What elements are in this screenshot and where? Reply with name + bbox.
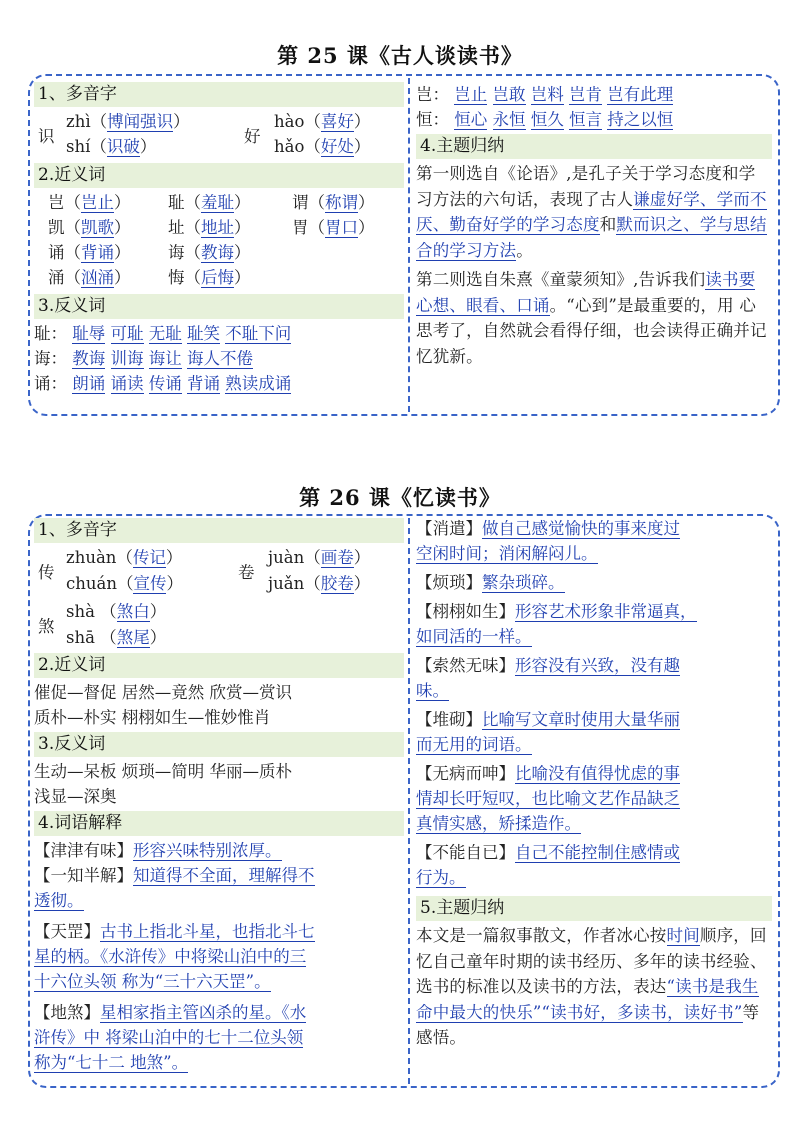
poly-char-hao: 好 [244,127,261,146]
paren: ） [139,137,157,156]
term: 【天罡】 [34,922,100,941]
label: 诲： [34,349,67,368]
answer: 胶卷 [320,574,354,593]
definition: 形容没有兴致，没有趣 [515,656,680,675]
heng-row [416,107,772,132]
term-jinjin [34,838,404,863]
label: 恒： [416,110,449,129]
highlight: 时间 [666,926,700,945]
poly-shi-line2 [66,134,156,159]
highlight: 默而识之、学与思结合的学习方法 [416,215,767,260]
definition: 星的柄。《水浒传》中将梁山泊中的三 [34,947,307,966]
qi-row [416,82,772,107]
text: 和 [599,215,617,234]
word: 教诲 [72,349,106,368]
answer: 羞耻 [201,193,234,212]
section-polyphonic-header: 1、多音字 [34,82,404,107]
definition: 行为。 [416,868,466,887]
word: 诲让 [148,349,182,368]
term-xuxu [416,599,772,624]
pinyin: shà （ [66,602,117,621]
answer: 后悔 [201,268,234,287]
answer: 岂止 [81,193,114,212]
term: 【索然无味】 [416,656,515,675]
term: 【无病而呻】 [416,764,515,783]
paren: ） [353,112,371,131]
text: 第一则选自《论语》,是孔子关于学习态度和学习方法的六句话，表现了古人 [416,164,756,209]
highlight: 读书要心想、眼看、口诵 [416,270,756,315]
syn-yong: 涌（汹涌） [48,268,131,287]
definition: 做自己感觉愉快的事来度过 [482,519,680,538]
pinyin: shā （ [66,628,117,647]
antonym-line-2: 浅显—深奥 [34,787,117,806]
answer: 识破 [106,137,140,156]
definition: 古书上指北斗星，也指北斗七 [100,922,315,941]
definition: 比喻没有值得忧虑的事 [515,764,680,783]
pinyin: juàn（ [268,548,321,567]
lesson25-right-column [416,80,772,369]
text: 。 [516,240,533,260]
syn-song: 诵（背诵） [48,243,131,262]
term-disha [34,1000,404,1025]
term: 【消遣】 [416,519,482,538]
answer: 汹涌 [81,268,114,287]
definition: 星相家指主管凶杀的星。《水 [100,1003,307,1022]
ant-chi-row [34,321,404,346]
char: 谓 [292,193,309,212]
char: 凯 [48,218,65,237]
word: 恒言 [569,110,602,129]
term-xiaoqian [416,516,772,541]
answer: 凯歌 [81,218,114,237]
term-wubing-cont2 [416,811,772,836]
char: 诲 [168,243,185,262]
pinyin: zhì（ [66,112,108,131]
definition: 味。 [416,681,449,700]
term-suoran [416,653,772,678]
term: 【一知半解】 [34,866,133,885]
char: 址 [168,218,185,237]
theme-paragraph-2 [416,267,772,369]
synonym-line-2: 质朴—朴实 栩栩如生—惟妙惟肖 [34,708,271,727]
char: 胃 [292,218,309,237]
pinyin: zhuàn（ [66,548,133,567]
word: 熟读成诵 [225,374,292,393]
syn-wei2: 胃（胃口） [292,218,375,237]
word: 无耻 [148,324,182,343]
pinyin: hào（ [274,112,321,131]
poly-chuan [66,571,183,596]
answer: 好处 [320,137,354,156]
word: 恒心 [454,110,488,129]
word: 诵读 [110,374,144,393]
word: 诲人不倦 [187,349,253,368]
term-disha-cont1 [34,1025,404,1050]
term-suoran-cont [416,678,772,703]
term: 【地煞】 [34,1003,100,1022]
word: 训诲 [110,349,144,368]
term: 【不能自已】 [416,843,515,862]
word: 岂止 [454,85,488,104]
answer: 胃口 [325,218,358,237]
paren: ） [353,137,371,156]
lesson26-right-column [416,516,772,1051]
word: 持之以恒 [607,110,674,129]
highlight: 谦虚好学、学而不厌、勤奋好学的学习态度 [416,189,767,234]
poly-char-juan: 卷 [238,563,255,582]
term-yizhi-cont [34,888,404,913]
term-fansuo [416,570,772,595]
answer: 宣传 [133,574,167,593]
char: 涌 [48,268,65,287]
syn-chi: 耻（羞耻） [168,193,251,212]
synonym-line-1: 催促—督促 居然—竟然 欣赏—赏识 [34,683,292,702]
term: 【津津有味】 [34,841,133,860]
pinyin: hǎo（ [274,137,321,156]
term-tiangang [34,919,404,944]
definition: 繁杂琐碎。 [482,573,565,592]
term-duiqi-cont [416,732,772,757]
answer: 背诵 [81,243,114,262]
word: 耻笑 [187,324,220,343]
term-duiqi [416,707,772,732]
text: 第二则选自朱熹《童蒙须知》,告诉我们 [416,270,706,289]
definition: 空闲时间；消闲解闷儿。 [416,544,598,563]
word: 耻辱 [72,324,106,343]
syn-qi: 岂（岂止） [48,193,131,212]
char: 诵 [48,243,65,262]
term-wubing [416,761,772,786]
polyphonic-block-sha [34,599,404,651]
pinyin: chuán（ [66,574,134,593]
term: 【栩栩如生】 [416,602,515,621]
term-disha-cont2 [34,1050,404,1075]
definition: 十六位头领 称为“三十六天罡”。 [34,972,271,991]
word: 永恒 [492,110,526,129]
poly-char-sha: 煞 [38,617,55,636]
definition: 形容兴味特别浓厚。 [133,841,282,860]
synonym-grid [34,190,404,292]
text: 。“心到”是最重要的，用 心思考了，自然就会看得仔细，也会读得正确并记忆犹新。 [416,295,767,366]
word: 传诵 [148,374,182,393]
section-synonym-header: 2.近义词 [34,653,404,678]
lesson25-title: 第 25 课《古人谈读书》 [277,43,523,68]
word: 背诵 [187,374,220,393]
word: 不耻下问 [225,324,292,343]
paren: ） [149,602,167,621]
word: 可耻 [110,324,144,343]
label: 耻： [34,324,67,343]
definition: 自己不能控制住感情或 [515,843,680,862]
definition: 真情实感，矫揉造作。 [416,814,581,833]
lesson26-left-column [34,516,404,1075]
answer: 教诲 [201,243,234,262]
answer: 喜好 [320,112,354,131]
poly-juan3 [268,571,370,596]
poly-char-chuan: 传 [38,563,55,582]
label: 岂： [416,85,449,104]
polyphonic-block-chuan-juan [34,545,404,599]
answer: 称谓 [325,193,358,212]
term-yizhi [34,863,404,888]
text: 本文是一篇叙事散文，作者冰心按 [416,926,667,945]
section-theme-header: 5.主题归纳 [416,896,772,921]
paren: ） [165,548,183,567]
term-tiangang-cont1 [34,944,404,969]
poly-hao-line1 [274,109,370,134]
definition: 情却长吁短叹，也比喻文艺作品缺乏 [416,789,680,808]
answer: 博闻强识 [107,112,174,131]
paren: ） [166,574,183,593]
definition: 浒传》中 将梁山泊中的七十二位头领 [34,1028,304,1047]
poly-sha1 [66,625,166,650]
definition: 比喻写文章时使用大量华丽 [482,710,680,729]
term-xiaoqian-cont [416,541,772,566]
term-wubing-cont1 [416,786,772,811]
syn-wei: 谓（称谓） [292,193,375,212]
pinyin: juǎn（ [268,574,321,593]
answer: 画卷 [320,548,354,567]
section-antonym-header: 3.反义词 [34,294,404,319]
lesson25-divider [408,78,410,412]
syn-kai: 凯（凯歌） [48,218,131,237]
label: 诵： [34,374,67,393]
poly-shi-line1 [66,109,190,134]
section-synonym-header: 2.近义词 [34,163,404,188]
poly-zhuan [66,545,182,570]
definition: 如同活的一样。 [416,627,532,646]
poly-sha4 [66,599,166,624]
word: 岂肯 [569,85,602,104]
poly-char-shi: 识 [38,127,55,146]
section-antonym-header: 3.反义词 [34,732,404,757]
lesson26-title: 第 26 课《忆读书》 [299,485,501,510]
syn-hui2: 悔（后悔） [168,268,251,287]
definition: 而无用的词语。 [416,735,532,754]
highlight: “读书是我生命中最大的快乐”“读书好，多读书，读好书” [416,977,759,1022]
text: 顺序，回忆自己童年时期的读书经历、多年的读书经验、选书的标准以及读书的方法，表达 [416,926,767,996]
char: 岂 [48,193,65,212]
word: 岂有此理 [607,85,674,104]
definition: 称为“七十二 地煞”。 [34,1053,189,1072]
word: 岂料 [530,85,564,104]
term-bunengziyi [416,840,772,865]
paren: ） [149,628,167,647]
definition: 知道得不全面，理解得不 [133,866,315,885]
definition: 形容艺术形象非常逼真， [515,602,697,621]
term-tiangang-cont2 [34,969,404,994]
antonym-line-1: 生动—呆板 烦琐—简明 华丽—质朴 [34,762,292,781]
syn-zhi: 址（地址） [168,218,251,237]
theme-paragraph [416,923,772,1051]
pinyin: shí（ [66,137,107,156]
term: 【烦琐】 [416,573,482,592]
section-polyphonic-header: 1、多音字 [34,518,404,543]
char: 耻 [168,193,185,212]
ant-song-row [34,371,404,396]
answer: 地址 [201,218,234,237]
word: 恒久 [530,110,564,129]
syn-hui: 诲（教诲） [168,243,251,262]
lesson25-left-column [34,80,404,396]
char: 悔 [168,268,185,287]
answer: 煞白 [116,602,150,621]
section-theme-header: 4.主题归纳 [416,134,772,159]
paren: ） [353,574,371,593]
poly-hao-line2 [274,134,370,159]
answer: 传记 [132,548,166,567]
word: 朗诵 [72,374,106,393]
section-terms-header: 4.词语解释 [34,811,404,836]
text: 等感悟。 [416,1002,760,1047]
ant-hui-row [34,346,404,371]
term-xuxu-cont [416,624,772,649]
paren: ） [173,112,190,131]
term: 【堆砌】 [416,710,482,729]
word: 岂敢 [492,85,526,104]
term-bunengziyi-cont [416,865,772,890]
polyphonic-block [34,109,404,161]
paren: ） [353,548,371,567]
definition: 透彻。 [34,891,84,910]
lesson26-divider [408,518,410,1084]
poly-juan4 [268,545,370,570]
answer: 煞尾 [116,628,150,647]
theme-paragraph-1 [416,161,772,263]
